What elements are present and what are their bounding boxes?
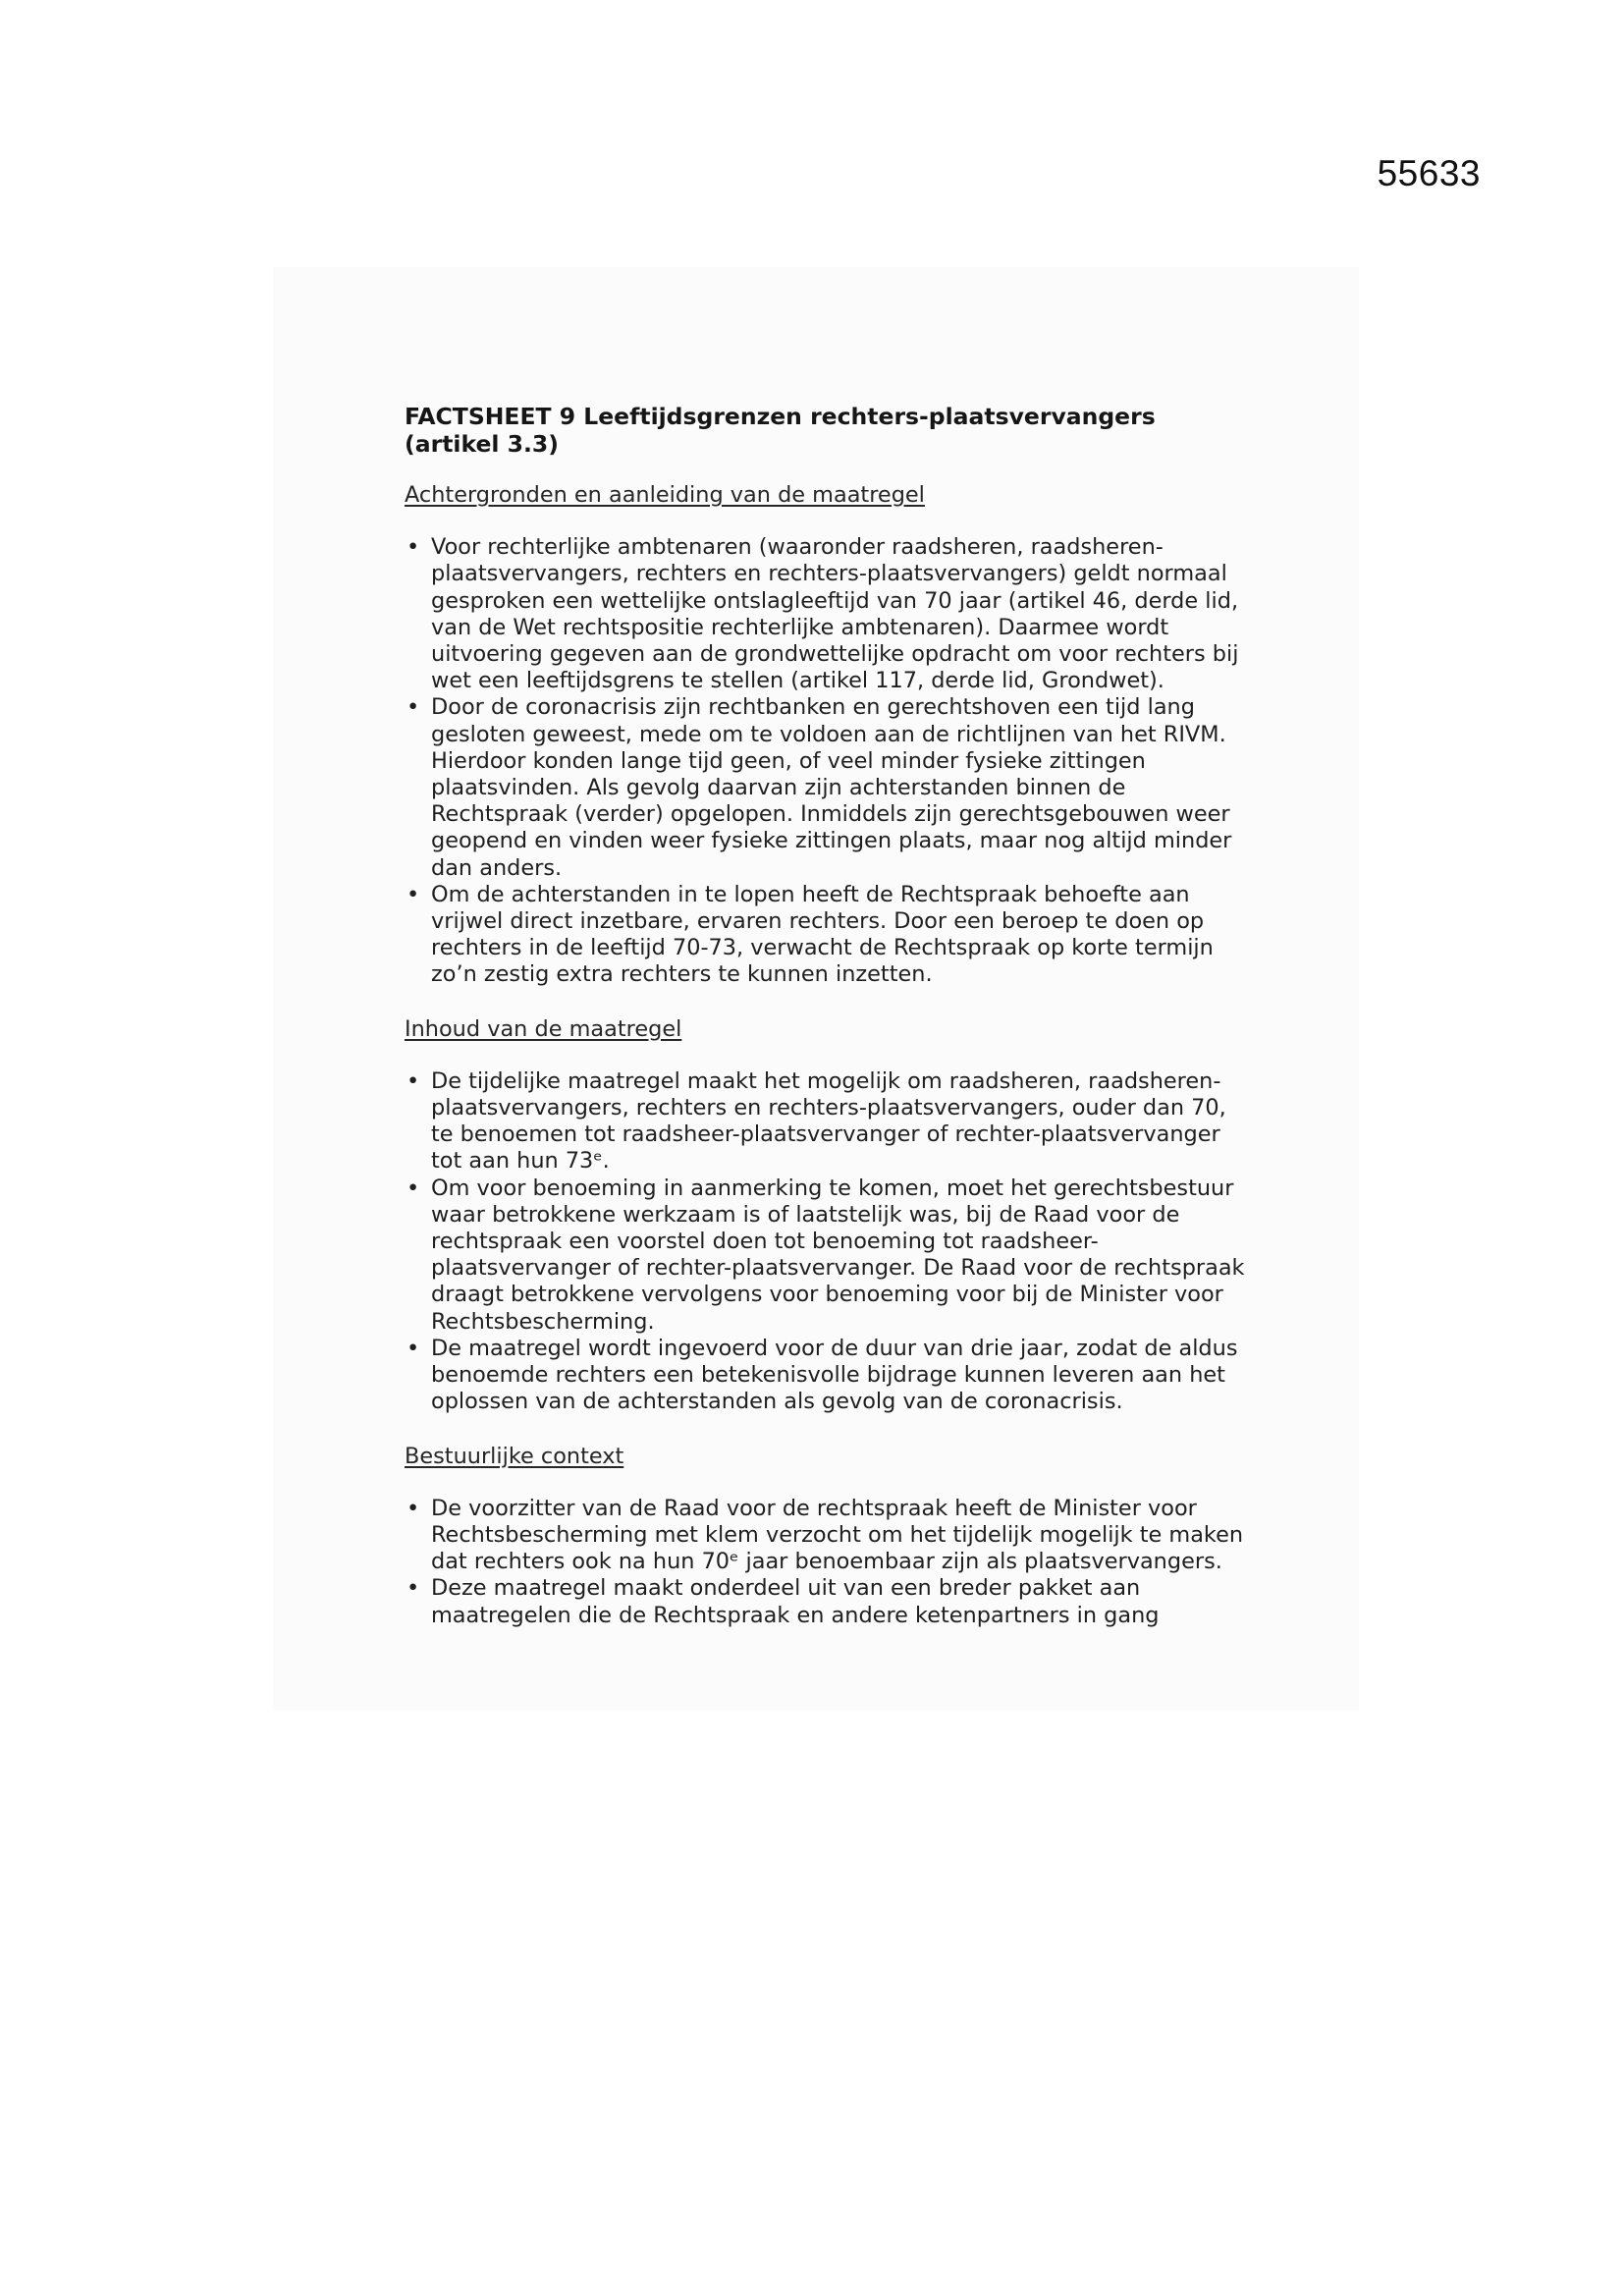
section-heading-bestuurlijke-context: Bestuurlijke context (405, 1443, 624, 1469)
list-item: • Om de achterstanden in te lopen heeft de Rechtspraak behoefte aan vrijwel direct inzetbare, ervaren rechters. Door een beroep te doen op rechters in de leeftijd 70-73, verwacht de Rechtspraak op korte termijn zo’n zestig extra rechters te kunnen inzetten. (405, 882, 1249, 989)
section-heading-inhoud: Inhoud van de maatregel (405, 1015, 682, 1042)
list-item: • Door de coronacrisis zijn rechtbanken en gerechtshoven een tijd lang gesloten geweest, mede om te voldoen aan de richtlijnen van het RIVM. Hierdoor konden lange tijd geen, of veel minder fysieke zittingen plaatsvinden. Als gevolg daarvan zijn achterstanden binnen de Rechtspraak (verder) opgelopen. Inmiddels zijn gerechtsgebouwen weer geopend en vinden weer fysieke zittingen plaats, maar nog altijd minder dan anders. (405, 694, 1249, 881)
list-item: • Om voor benoeming in aanmerking te komen, moet het gerechtsbestuur waar betrokkene werkzaam is of laatstelijk was, bij de Raad voor de rechtspraak een voorstel doen tot benoeming tot raadsheer-plaatsvervanger of rechter-plaatsvervanger. De Raad voor de rechtspraak draagt betrokkene vervolgens voor benoeming voor bij de Minister voor Rechtsbescherming. (405, 1175, 1249, 1336)
factsheet-title: FACTSHEET 9 Leeftijdsgrenzen rechters-plaatsvervangers (artikel 3.3) (405, 403, 1156, 458)
factsheet-content (405, 403, 1249, 1657)
list-item: • Voor rechterlijke ambtenaren (waaronder raadsheren, raadsheren-plaatsvervangers, rechters en rechters-plaatsvervangers) geldt normaal gesproken een wettelijke ontslagleeftijd van 70 jaar (artikel 46, derde lid, van de Wet rechtspositie rechterlijke ambtenaren). Daarmee wordt uitvoering gegeven aan de grondwettelijke opdracht om voor rechters bij wet een leeftijdsgrens te stellen (artikel 117, derde lid, Grondwet). (405, 534, 1249, 694)
list-item: • De voorzitter van de Raad voor de rechtspraak heeft de Minister voor Rechtsbescherming met klem verzocht om het tijdelijk mogelijk te maken dat rechters ook na hun 70ᵉ jaar benoembaar zijn als plaatsvervangers. (405, 1496, 1249, 1576)
page-number: 55633 (1377, 153, 1481, 193)
bullet-list-bestuurlijke-context (405, 1496, 1249, 1629)
list-item: • Deze maatregel maakt onderdeel uit van een breder pakket aan maatregelen die de Rechtspraak en andere ketenpartners in gang (405, 1575, 1249, 1628)
bullet-list-achtergronden (405, 534, 1249, 988)
section-heading-achtergronden: Achtergronden en aanleiding van de maatregel (405, 482, 925, 508)
list-item: • De tijdelijke maatregel maakt het mogelijk om raadsheren, raadsheren-plaatsvervangers, rechters en rechters-plaatsvervangers, ouder dan 70, te benoemen tot raadsheer-plaatsvervanger of rechter-plaatsvervanger tot aan hun 73ᵉ. (405, 1068, 1249, 1175)
bullet-list-inhoud (405, 1068, 1249, 1416)
list-item: • De maatregel wordt ingevoerd voor de duur van drie jaar, zodat de aldus benoemde rechters een betekenisvolle bijdrage kunnen leveren aan het oplossen van de achterstanden als gevolg van de coronacrisis. (405, 1336, 1249, 1416)
